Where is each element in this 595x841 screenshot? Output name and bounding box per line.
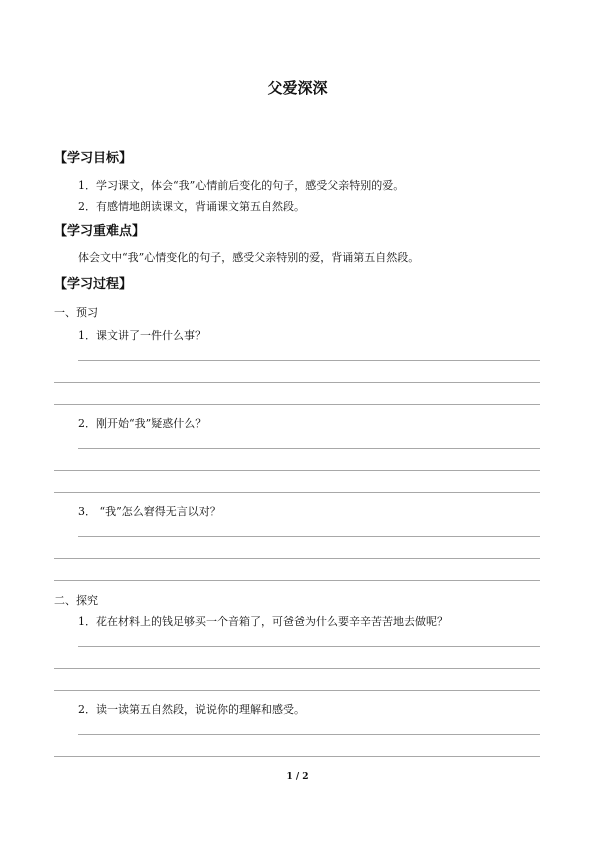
key-points-heading: 【学习重难点】 [54,224,146,239]
explore-question: 1．花在材料上的钱足够买一个音箱了，可爸爸为什么要辛辛苦苦地去做呢？ [78,615,448,628]
preview-question: 2．刚开始“我”疑惑什么？ [78,417,207,430]
answer-line[interactable] [54,492,540,493]
preview-heading: 一、预习 [54,306,98,319]
goal-item: 2．有感情地朗读课文，背诵课文第五自然段。 [78,200,305,213]
preview-question: 1．课文讲了一件什么事？ [78,329,206,342]
preview-question: 3． “我”怎么窘得无言以对？ [78,505,221,518]
explore-heading: 二、探究 [54,594,98,607]
answer-line[interactable] [54,404,540,405]
goals-heading: 【学习目标】 [54,151,133,166]
process-heading: 【学习过程】 [54,277,133,292]
answer-line[interactable] [54,690,540,691]
key-points-text: 体会文中“我”心情变化的句子，感受父亲特别的爱，背诵第五自然段。 [78,251,420,264]
answer-line[interactable] [54,580,540,581]
answer-line[interactable] [78,360,540,361]
answer-line[interactable] [54,382,540,383]
answer-line[interactable] [78,536,540,537]
explore-question: 2．读一读第五自然段，说说你的理解和感受。 [78,703,305,716]
answer-line[interactable] [54,558,540,559]
page-number: 1 / 2 [286,772,309,782]
goal-item: 1．学习课文，体会“我”心情前后变化的句子，感受父亲特别的爱。 [78,179,405,192]
answer-line[interactable] [78,646,540,647]
answer-line[interactable] [54,470,540,471]
answer-line[interactable] [78,734,540,735]
answer-line[interactable] [54,756,540,757]
answer-line[interactable] [54,668,540,669]
document-title: 父爱深深 [267,79,328,97]
answer-line[interactable] [78,448,540,449]
